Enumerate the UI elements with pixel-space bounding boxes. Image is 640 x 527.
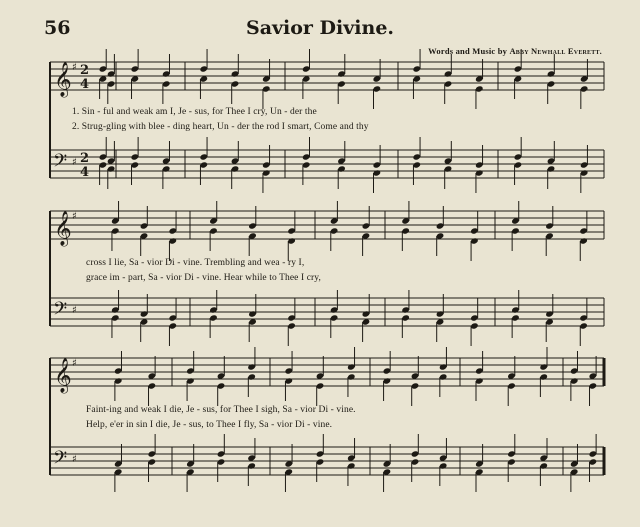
- lyric-line-s3-v2: Help, e'er in sin I die, Je - sus, to Thee I fly, Sa - vior Di - vine.: [86, 420, 333, 430]
- treble-clef-icon: 𝄞: [54, 358, 72, 393]
- credit-author: Abby Newhall Everett.: [509, 46, 602, 56]
- lyric-line-s3-v1: Faint-ing and weak I die, Je - sus, for Thee I sigh, Sa - vior Di - vine.: [86, 405, 356, 415]
- time-sig-top: 2: [80, 63, 90, 78]
- treble-clef-icon: 𝄞: [54, 211, 72, 246]
- key-sharp-icon: ♯: [72, 211, 77, 222]
- lyric-line-s1-v2: 2. Strug-gling with blee - ding heart, Un - der the rod I smart, Come and thy: [72, 122, 369, 132]
- page-number: 56: [44, 17, 71, 39]
- bass-clef-icon: 𝄢: [53, 299, 68, 324]
- lyric-line-s1-v1: 1. Sin - ful and weak am I, Je - sus, for Thee I cry, Un - der the: [72, 107, 317, 117]
- lyric-line-s2-v2: grace im - part, Sa - vior Di - vine. Hear while to Thee I cry,: [86, 273, 322, 283]
- hymn-title: Savior Divine.: [245, 17, 395, 39]
- time-sig-bottom: 4: [80, 165, 90, 180]
- key-sharp-icon: ♯: [72, 305, 77, 316]
- key-sharp-icon: ♯: [72, 157, 77, 168]
- key-sharp-icon: ♯: [72, 62, 77, 73]
- bass-clef-icon: 𝄢: [53, 151, 68, 176]
- key-sharp-icon: ♯: [72, 358, 77, 369]
- time-sig-bottom: 4: [80, 77, 90, 92]
- lyric-line-s2-v1: cross I lie, Sa - vior Di - vine. Trembling and wea - ry I,: [86, 258, 305, 268]
- treble-clef-icon: 𝄞: [54, 62, 72, 97]
- key-sharp-icon: ♯: [72, 454, 77, 465]
- time-sig-top: 2: [80, 151, 90, 166]
- bass-clef-icon: 𝄢: [53, 448, 68, 473]
- credit-prefix: Words and Music by: [428, 46, 508, 56]
